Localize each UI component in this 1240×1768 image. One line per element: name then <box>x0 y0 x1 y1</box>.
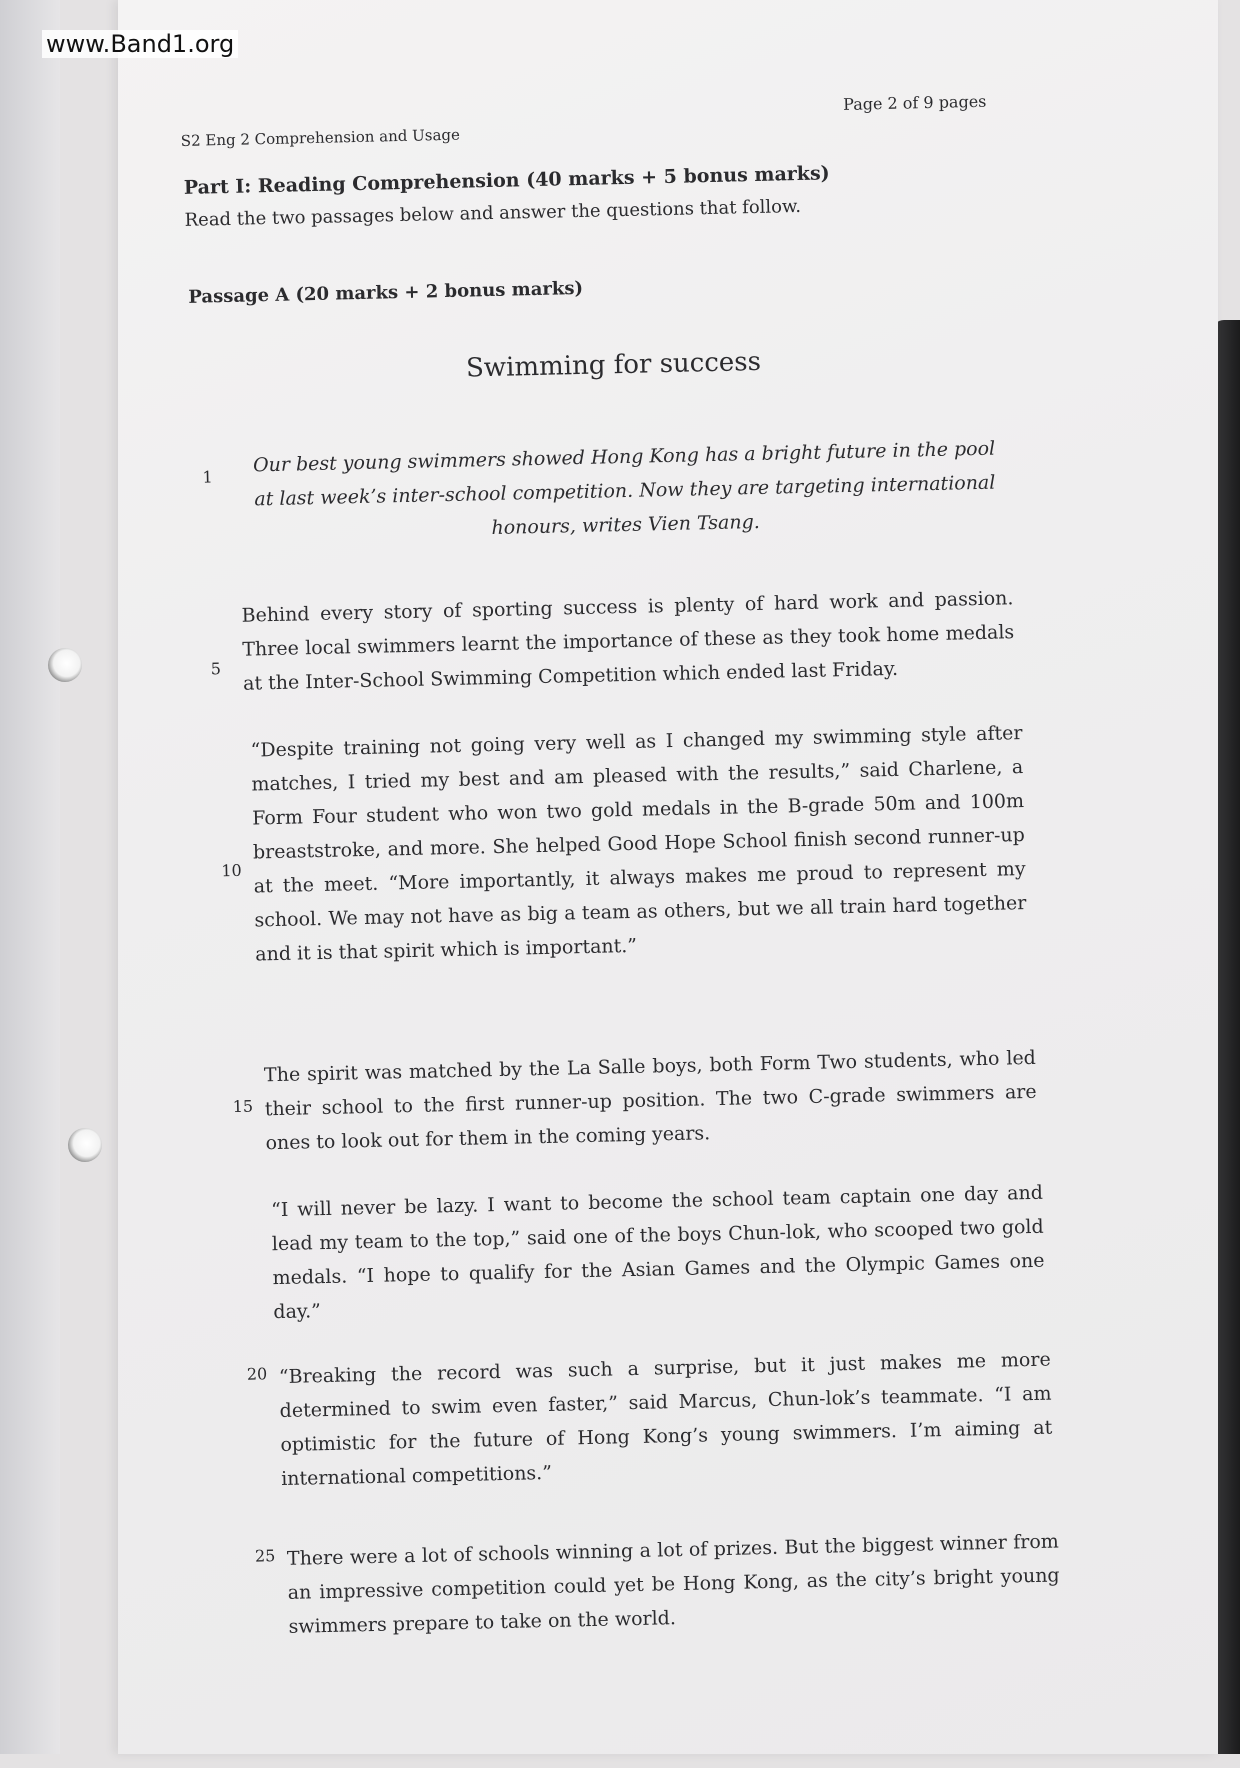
line-number: 5 <box>210 659 222 679</box>
paragraph: “Despite training not going very well as I changed my swimming style after matches, I tried my best and am pleased with the results,” said Charlene, a Form Four student who won two gold medals in the B-grade 50m and 100m breaststroke, and more. She helped Good Hope School finish second runner-up at the meet. “More importantly, it always makes me proud to represent my school. We may not have as big a team as others, but we all train hard together and it is that spirit which is important.” <box>250 722 1027 966</box>
part-title: Part I: Reading Comprehension (40 marks + 5 bonus marks) <box>183 162 830 199</box>
paragraph: “Breaking the record was such a surprise, but it just makes me more determined to swim even faster,” said Marcus, Chun-lok’s teammate. “I am optimistic for the future of Hong Kong’s young swimmers. I’m aiming at international competitions.” <box>278 1348 1053 1491</box>
line-number: 20 <box>246 1364 268 1384</box>
paragraph: The spirit was matched by the La Salle boys, both Form Two students, who led their school to the first runner-up position. The two C-grade swimmers are ones to look out for them in the coming years. <box>263 1046 1037 1155</box>
paragraph: “I will never be lazy. I want to become the school team captain one day and lead my team to the top,” said one of the boys Chun-lok, who scooped two gold medals. “I hope to qualify for the Asian Games and the Olympic Games one day.” <box>270 1181 1045 1324</box>
line-number: 10 <box>221 860 242 881</box>
paragraph: Behind every story of sporting success is plenty of hard work and passion. Three local swimmers learnt the importance of these as they took home medals at the Inter-School Swimming Competition which ended last Friday. <box>241 587 1015 695</box>
page-number: Page 2 of 9 pages <box>842 91 987 114</box>
passage-intro: Our best young swimmers showed Hong Kong has a bright future in the pool at last week’s inter-school competition. Now they are targeting international honours, writes Vien Tsang. <box>252 437 996 540</box>
passage-title: Swimming for success <box>465 346 762 384</box>
line-number: 25 <box>254 1546 276 1566</box>
line-number: 1 <box>202 467 213 487</box>
part-instruction: Read the two passages below and answer the questions that follow. <box>184 195 802 231</box>
watermark-label: www.Band1.org <box>42 30 238 58</box>
course-header: S2 Eng 2 Comprehension and Usage <box>180 125 461 150</box>
line-number: 15 <box>232 1096 254 1117</box>
paragraph: There were a lot of schools winning a lot of prizes. But the biggest winner from an impressive competition could yet be Hong Kong, as the city’s bright young swimmers prepare to take on the world. <box>286 1530 1060 1638</box>
passage-heading: Passage A (20 marks + 2 bonus marks) <box>188 277 584 308</box>
